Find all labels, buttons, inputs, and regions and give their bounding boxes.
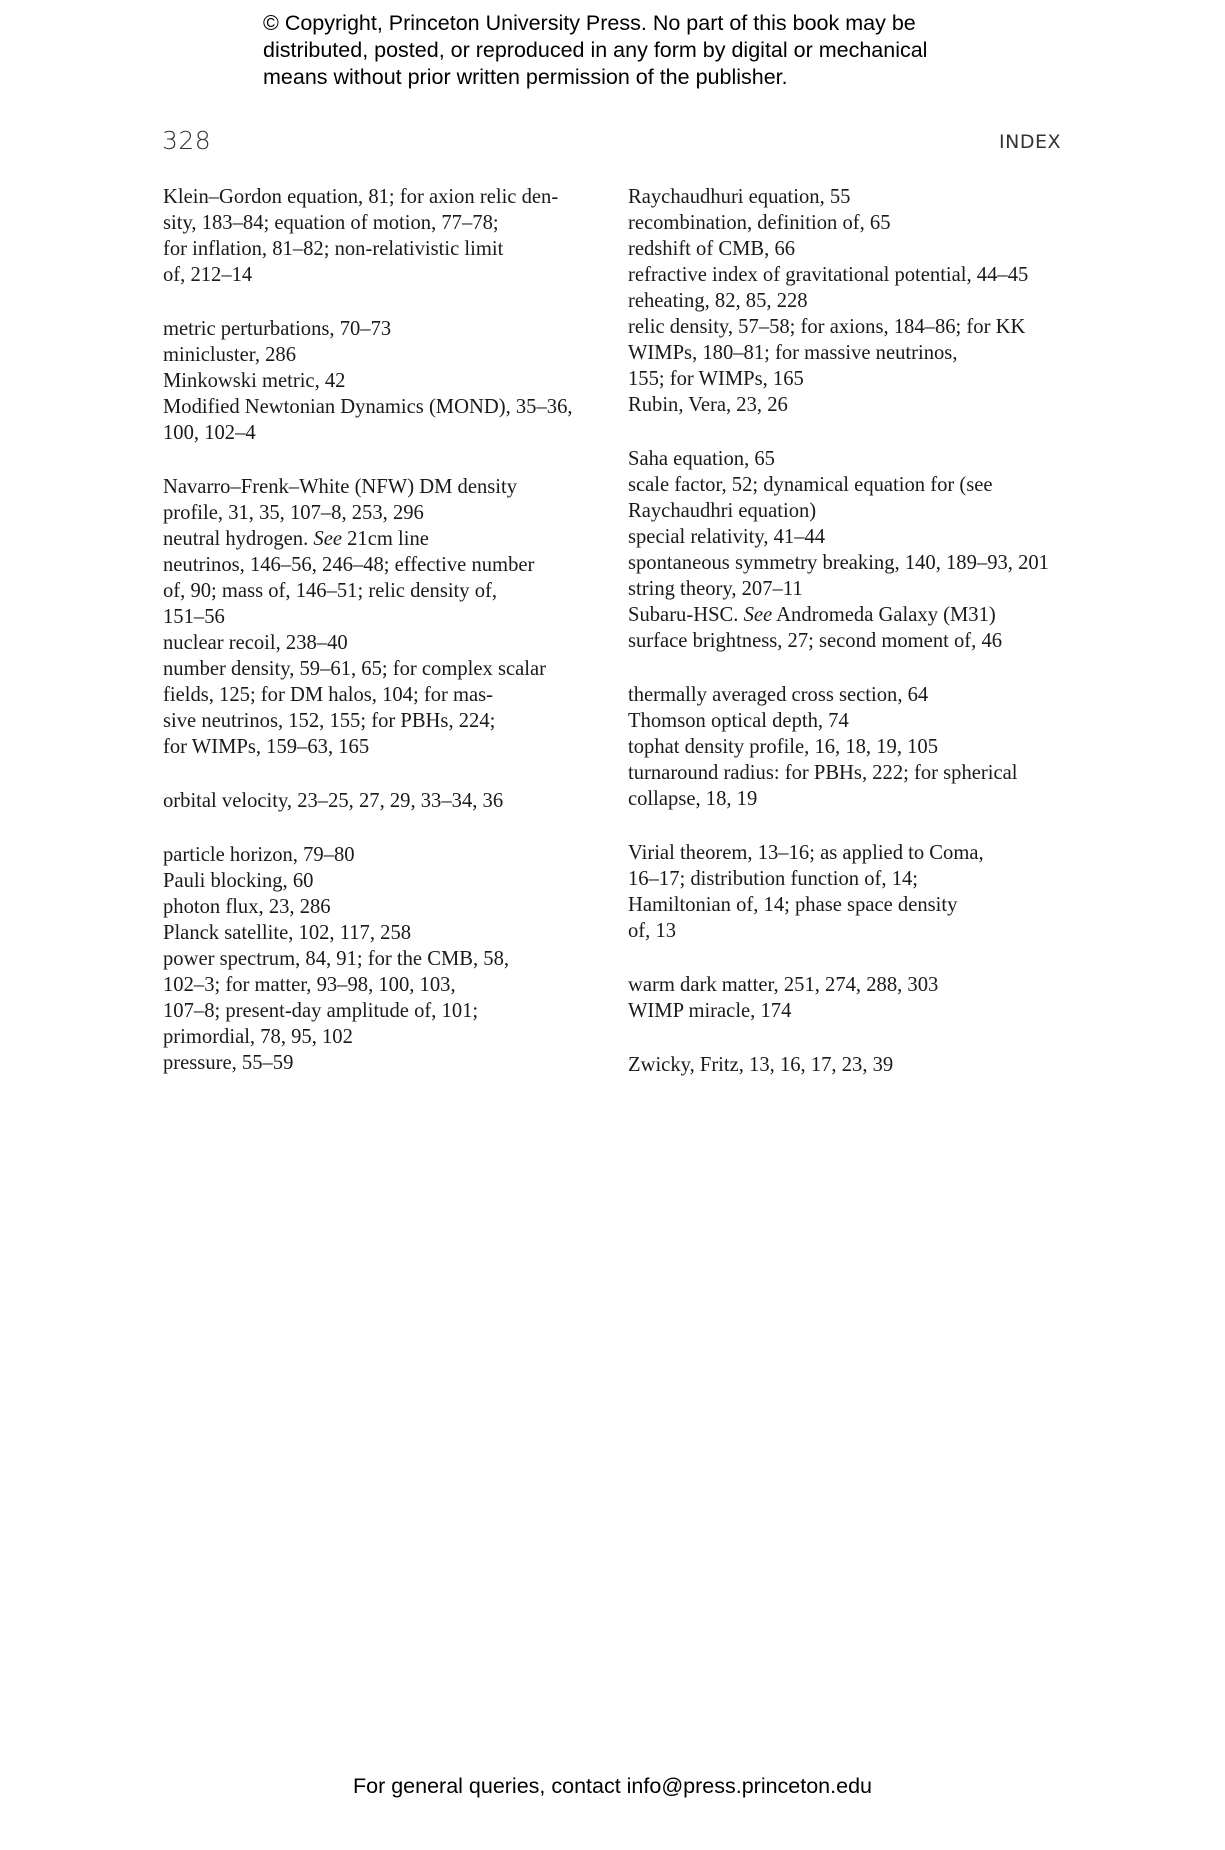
letter-group-gap — [628, 654, 1088, 682]
index-entry-line: number density, 59–61, 65; for complex scalar — [163, 658, 546, 680]
letter-group-gap — [163, 760, 603, 788]
index-entry-line: WIMP miracle, 174 — [628, 1000, 792, 1022]
index-entry-line: WIMPs, 180–81; for massive neutrinos, — [628, 342, 958, 364]
index-entry-line: neutral hydrogen. See 21cm line — [163, 528, 429, 550]
index-entry-line: warm dark matter, 251, 274, 288, 303 — [628, 974, 939, 996]
index-entry-line: orbital velocity, 23–25, 27, 29, 33–34, 36 — [163, 790, 504, 812]
letter-group-gap — [163, 446, 603, 474]
letter-group-gap — [628, 1024, 1088, 1052]
index-entry-line: relic density, 57–58; for axions, 184–86; for KK — [628, 316, 1026, 338]
copyright-line: distributed, posted, or reproduced in any form by digital or mechanical — [263, 38, 928, 62]
index-entry-line: scale factor, 52; dynamical equation for (see — [628, 474, 993, 496]
index-entry — [163, 552, 603, 630]
index-entry — [628, 550, 1088, 576]
index-entry — [163, 184, 603, 288]
index-entry-line: 107–8; present-day amplitude of, 101; — [163, 1000, 479, 1022]
letter-group-o — [163, 788, 603, 814]
index-entry-line: for inflation, 81–82; non-relativistic limit — [163, 238, 504, 260]
index-entry — [628, 472, 1088, 524]
letter-group-w — [628, 972, 1088, 1024]
index-entry-line: reheating, 82, 85, 228 — [628, 290, 808, 312]
index-entry — [163, 474, 603, 526]
letter-group-gap — [163, 814, 603, 842]
index-entry-line: of, 90; mass of, 146–51; relic density of, — [163, 580, 498, 602]
letter-group-p — [163, 842, 603, 1076]
index-entry-line: Navarro–Frenk–White (NFW) DM density — [163, 476, 518, 498]
index-entry-line: sive neutrinos, 152, 155; for PBHs, 224; — [163, 710, 496, 732]
index-entry-line: Virial theorem, 13–16; as applied to Coma, — [628, 842, 984, 864]
index-entry-line: thermally averaged cross section, 64 — [628, 684, 929, 706]
running-head: INDEX — [999, 131, 1061, 153]
index-entry-line: collapse, 18, 19 — [628, 788, 758, 810]
index-entry-line: string theory, 207–11 — [628, 578, 803, 600]
index-entry — [628, 734, 1088, 760]
index-entry-line: for WIMPs, 159–63, 165 — [163, 736, 370, 758]
index-entry — [628, 576, 1088, 602]
index-column-right — [628, 184, 1088, 1078]
index-entry-line: recombination, definition of, 65 — [628, 212, 891, 234]
index-entry-line: Planck satellite, 102, 117, 258 — [163, 922, 412, 944]
letter-group-v — [628, 840, 1088, 944]
index-entry — [628, 602, 1088, 628]
index-entry-line: Pauli blocking, 60 — [163, 870, 314, 892]
index-entry-line: primordial, 78, 95, 102 — [163, 1026, 353, 1048]
index-entry — [163, 368, 603, 394]
index-entry — [163, 946, 603, 1050]
index-entry-line: Zwicky, Fritz, 13, 16, 17, 23, 39 — [628, 1054, 894, 1076]
index-entry-line: nuclear recoil, 238–40 — [163, 632, 348, 654]
letter-group-r — [628, 184, 1088, 418]
index-entry — [163, 788, 603, 814]
letter-group-s — [628, 446, 1088, 654]
index-entry-line: 155; for WIMPs, 165 — [628, 368, 804, 390]
index-entry-line: Subaru-HSC. See Andromeda Galaxy (M31) — [628, 604, 996, 626]
index-entry-line: 102–3; for matter, 93–98, 100, 103, — [163, 974, 456, 996]
index-entry-line: Modified Newtonian Dynamics (MOND), 35–36, — [163, 396, 573, 418]
index-entry-line: fields, 125; for DM halos, 104; for mas- — [163, 684, 494, 706]
copyright-line: © Copyright, Princeton University Press. No part of this book may be — [263, 11, 916, 35]
index-entry-line: Hamiltonian of, 14; phase space density — [628, 894, 958, 916]
index-entry — [628, 184, 1088, 210]
index-entry-line: 16–17; distribution function of, 14; — [628, 868, 919, 890]
index-entry-line: of, 13 — [628, 920, 677, 942]
index-entry — [628, 392, 1088, 418]
index-entry — [628, 760, 1088, 812]
index-entry-line: Minkowski metric, 42 — [163, 370, 346, 392]
index-entry — [628, 708, 1088, 734]
index-entry — [163, 630, 603, 656]
index-entry — [163, 526, 603, 552]
index-entry — [163, 868, 603, 894]
letter-group-t — [628, 682, 1088, 812]
index-entry — [628, 682, 1088, 708]
index-entry-line: pressure, 55–59 — [163, 1052, 294, 1074]
index-entry — [628, 628, 1088, 654]
letter-group-z — [628, 1052, 1088, 1078]
index-entry-line: 151–56 — [163, 606, 225, 628]
copyright-line: means without prior written permission of the publisher. — [263, 65, 788, 89]
index-entry — [628, 314, 1088, 392]
letter-group-n — [163, 474, 603, 760]
index-entry — [163, 842, 603, 868]
index-entry — [163, 920, 603, 946]
index-entry-line: special relativity, 41–44 — [628, 526, 826, 548]
index-entry — [163, 342, 603, 368]
index-entry-line: sity, 183–84; equation of motion, 77–78; — [163, 212, 499, 234]
index-entry-line: Klein–Gordon equation, 81; for axion relic den- — [163, 186, 559, 208]
index-entry-line: Thomson optical depth, 74 — [628, 710, 849, 732]
index-entry — [628, 840, 1088, 944]
index-entry-line: power spectrum, 84, 91; for the CMB, 58, — [163, 948, 510, 970]
index-entry-line: spontaneous symmetry breaking, 140, 189–93, 201 — [628, 552, 1049, 574]
index-entry-line: metric perturbations, 70–73 — [163, 318, 392, 340]
index-column-left — [163, 184, 603, 1076]
index-entry — [163, 394, 603, 446]
index-entry-line: neutrinos, 146–56, 246–48; effective number — [163, 554, 535, 576]
index-entry-line: tophat density profile, 16, 18, 19, 105 — [628, 736, 939, 758]
index-entry-line: minicluster, 286 — [163, 344, 297, 366]
index-entry — [163, 1050, 603, 1076]
index-entry-line: 100, 102–4 — [163, 422, 256, 444]
index-entry — [628, 998, 1088, 1024]
letter-group-gap — [628, 812, 1088, 840]
index-entry-line: Raychaudhri equation) — [628, 500, 817, 522]
letter-group-gap — [628, 418, 1088, 446]
letter-group-m — [163, 316, 603, 446]
index-entry — [628, 446, 1088, 472]
index-entry-line: surface brightness, 27; second moment of, 46 — [628, 630, 1003, 652]
letter-group-gap — [163, 288, 603, 316]
index-entry-line: Saha equation, 65 — [628, 448, 775, 470]
index-entry — [628, 524, 1088, 550]
footer-contact: For general queries, contact info@press.princeton.edu — [352, 1774, 872, 1798]
index-entry-line: turnaround radius: for PBHs, 222; for spherical — [628, 762, 1018, 784]
copyright-notice — [263, 10, 1023, 91]
index-entry-line: Rubin, Vera, 23, 26 — [628, 394, 788, 416]
index-entry — [163, 316, 603, 342]
index-entry — [163, 894, 603, 920]
index-entry-line: photon flux, 23, 286 — [163, 896, 331, 918]
index-entry-line: particle horizon, 79–80 — [163, 844, 355, 866]
letter-group-k — [163, 184, 603, 288]
index-entry-line: refractive index of gravitational potential, 44–45 — [628, 264, 1029, 286]
index-entry-line: redshift of CMB, 66 — [628, 238, 796, 260]
index-entry — [163, 656, 603, 760]
index-entry-line: profile, 31, 35, 107–8, 253, 296 — [163, 502, 424, 524]
index-entry — [628, 288, 1088, 314]
letter-group-gap — [628, 944, 1088, 972]
index-entry-line: Raychaudhuri equation, 55 — [628, 186, 851, 208]
page-number: 328 — [162, 126, 212, 155]
index-entry — [628, 262, 1088, 288]
index-entry-line: of, 212–14 — [163, 264, 253, 286]
index-entry — [628, 210, 1088, 236]
index-entry — [628, 1052, 1088, 1078]
index-entry — [628, 972, 1088, 998]
index-entry — [628, 236, 1088, 262]
